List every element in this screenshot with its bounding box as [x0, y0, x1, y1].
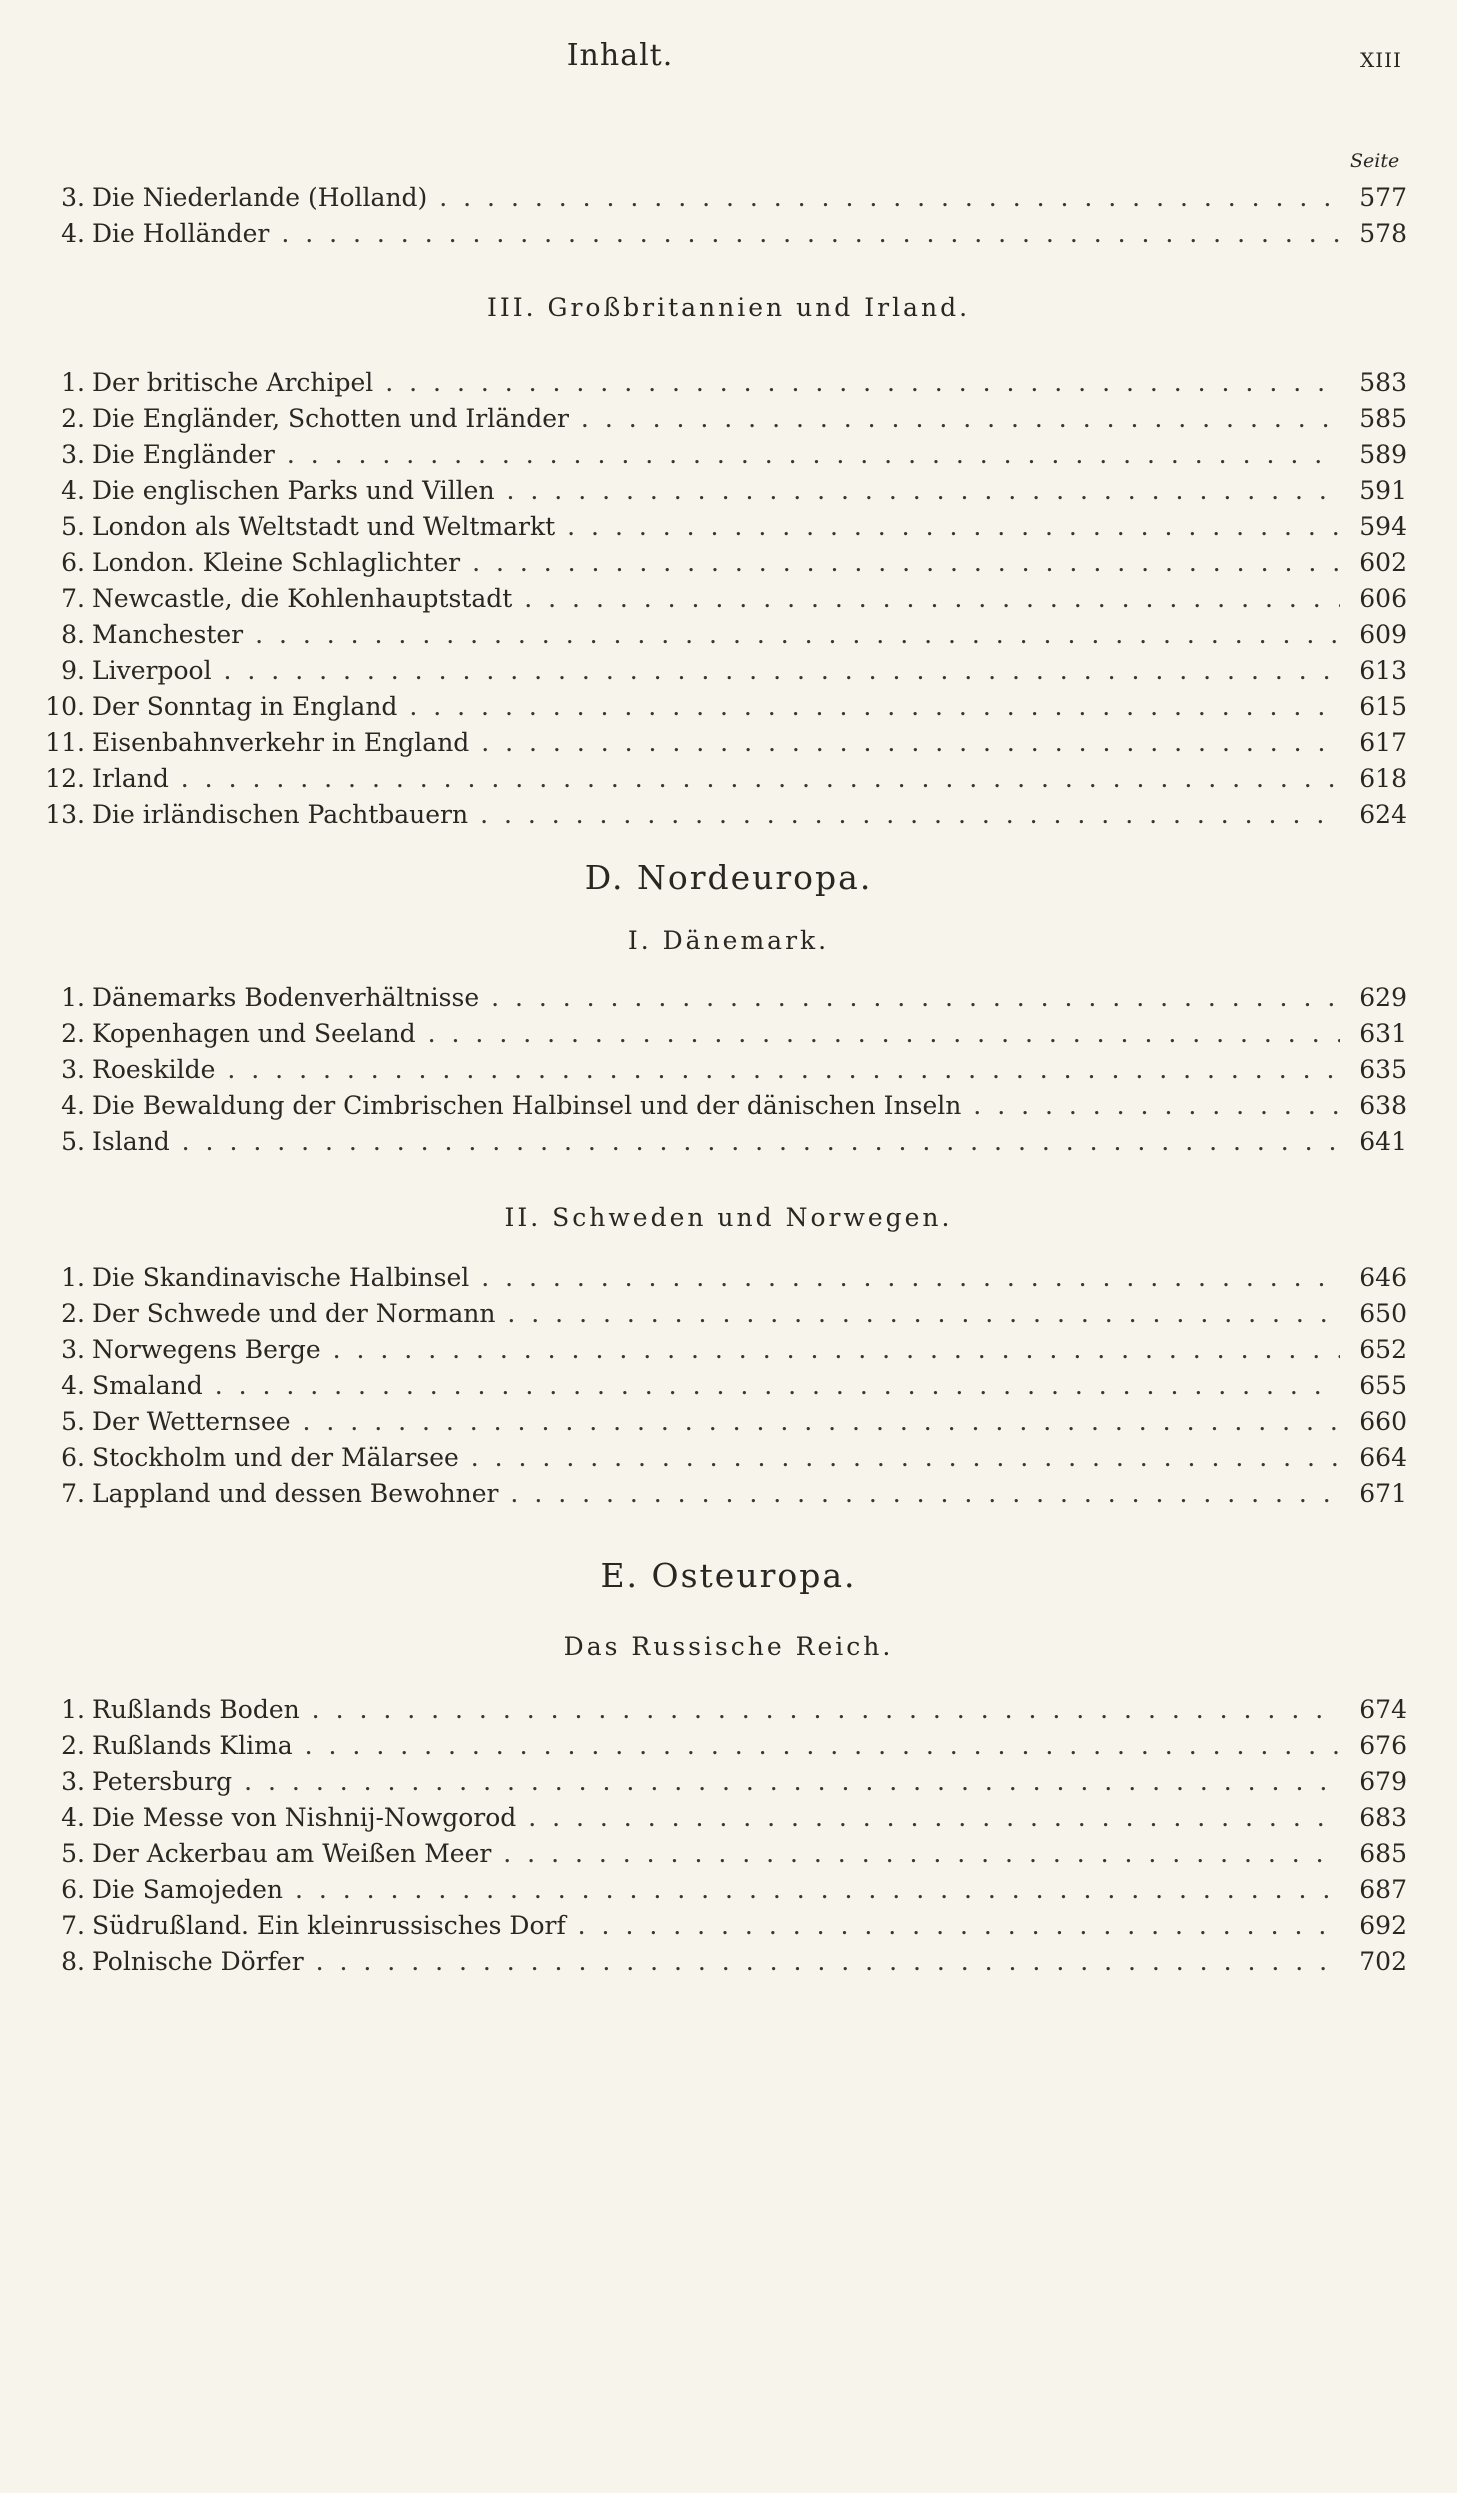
entry-number: 13. — [45, 800, 85, 829]
toc-entry[interactable] — [0, 473, 1457, 509]
entry-title: Die Engländer — [92, 440, 275, 469]
entry-title: Liverpool — [92, 656, 212, 685]
entry-title: Die englischen Parks und Villen — [92, 476, 495, 505]
entry-number: 1. — [61, 368, 85, 397]
entry-page: 594 — [1345, 509, 1407, 545]
toc-entry[interactable] — [0, 1016, 1457, 1052]
running-head-title: Inhalt. — [566, 38, 674, 73]
toc-entry[interactable] — [0, 1260, 1457, 1296]
entry-title: Der Sonntag in England — [92, 692, 398, 721]
entry-page: 602 — [1345, 545, 1407, 581]
entry-title: Der Schwede und der Normann — [92, 1299, 496, 1328]
toc-entry[interactable] — [0, 617, 1457, 653]
entry-title: Rußlands Klima — [92, 1731, 293, 1760]
toc-entry[interactable] — [0, 1836, 1457, 1872]
entry-page: 641 — [1345, 1124, 1407, 1160]
entry-page: 676 — [1345, 1728, 1407, 1764]
entry-number: 6. — [61, 1875, 85, 1904]
toc-entry[interactable] — [0, 797, 1457, 833]
entry-page: 674 — [1345, 1692, 1407, 1728]
entry-title: Irland — [92, 764, 169, 793]
toc-entry[interactable] — [0, 1052, 1457, 1088]
entry-page: 687 — [1345, 1872, 1407, 1908]
toc-entry[interactable] — [0, 689, 1457, 725]
toc-entry[interactable] — [0, 1728, 1457, 1764]
entry-page: 631 — [1345, 1016, 1407, 1052]
entry-page: 655 — [1345, 1368, 1407, 1404]
entry-page: 646 — [1345, 1260, 1407, 1296]
section-heading-denmark: I. Dänemark. — [627, 926, 830, 955]
toc-entry[interactable] — [0, 581, 1457, 617]
entry-number: 4. — [61, 1371, 85, 1400]
entry-page: 591 — [1345, 473, 1407, 509]
entry-number: 5. — [61, 1407, 85, 1436]
entry-title: Der Ackerbau am Weißen Meer — [92, 1839, 492, 1868]
entry-number: 6. — [61, 1443, 85, 1472]
toc-entry[interactable] — [0, 401, 1457, 437]
entry-page: 702 — [1345, 1944, 1407, 1980]
entry-page: 629 — [1345, 980, 1407, 1016]
toc-entry[interactable] — [0, 1908, 1457, 1944]
toc-entry[interactable] — [0, 216, 1457, 252]
entry-title: Der Wetternsee — [92, 1407, 291, 1436]
entry-number: 1. — [61, 1695, 85, 1724]
entry-title: Island — [92, 1127, 170, 1156]
entry-title: Die Messe von Nishnij-Nowgorod — [92, 1803, 517, 1832]
entry-number: 8. — [61, 620, 85, 649]
entry-title: Roeskilde — [92, 1055, 216, 1084]
entry-number: 5. — [61, 512, 85, 541]
toc-entry[interactable] — [0, 1404, 1457, 1440]
section-heading-great-britain: III. Großbritannien und Irland. — [486, 293, 971, 322]
entry-title: Smaland — [92, 1371, 203, 1400]
entry-number: 3. — [61, 183, 85, 212]
entry-number: 3. — [61, 1055, 85, 1084]
entry-number: 1. — [61, 1263, 85, 1292]
entry-number: 4. — [61, 1091, 85, 1120]
entry-title: Stockholm und der Mälarsee — [92, 1443, 459, 1472]
page-number-roman: XIII — [1360, 48, 1402, 72]
section-heading-russian-empire: Das Russische Reich. — [563, 1632, 894, 1661]
toc-entry[interactable] — [0, 365, 1457, 401]
entry-page: 624 — [1345, 797, 1407, 833]
running-head — [0, 38, 1457, 88]
entry-title: Die Samojeden — [92, 1875, 284, 1904]
entry-number: 12. — [45, 764, 85, 793]
entry-page: 577 — [1345, 180, 1407, 216]
entry-title: Die Holländer — [92, 219, 270, 248]
entry-number: 1. — [61, 983, 85, 1012]
entry-page: 617 — [1345, 725, 1407, 761]
toc-entry[interactable] — [0, 545, 1457, 581]
entry-number: 4. — [61, 476, 85, 505]
toc-entry[interactable] — [0, 1800, 1457, 1836]
entry-title: Rußlands Boden — [92, 1695, 300, 1724]
toc-entry[interactable] — [0, 1296, 1457, 1332]
entry-title: Polnische Dörfer — [92, 1947, 304, 1976]
entry-title: Die Engländer, Schotten und Irländer — [92, 404, 569, 433]
toc-entry[interactable] — [0, 1476, 1457, 1512]
entry-page: 606 — [1345, 581, 1407, 617]
toc-entry[interactable] — [0, 180, 1457, 216]
toc-entry[interactable] — [0, 1944, 1457, 1980]
entry-page: 585 — [1345, 401, 1407, 437]
entry-page: 609 — [1345, 617, 1407, 653]
entry-page: 683 — [1345, 1800, 1407, 1836]
entry-page: 679 — [1345, 1764, 1407, 1800]
entry-title: Lappland und dessen Bewohner — [92, 1479, 499, 1508]
entry-title: Norwegens Berge — [92, 1335, 321, 1364]
entry-number: 4. — [61, 219, 85, 248]
entry-title: Petersburg — [92, 1767, 233, 1796]
entry-page: 652 — [1345, 1332, 1407, 1368]
toc-entry[interactable] — [0, 1124, 1457, 1160]
entry-page: 618 — [1345, 761, 1407, 797]
toc-entry[interactable] — [0, 1088, 1457, 1124]
entry-title: London. Kleine Schlaglichter — [92, 548, 461, 577]
entry-number: 4. — [61, 1803, 85, 1832]
entry-title: Die Bewaldung der Cimbrischen Halbinsel und der dänischen Inseln — [92, 1091, 962, 1120]
entry-title: Südrußland. Ein kleinrussisches Dorf — [92, 1911, 566, 1940]
entry-page: 692 — [1345, 1908, 1407, 1944]
toc-entry[interactable] — [0, 1368, 1457, 1404]
entry-number: 3. — [61, 1335, 85, 1364]
entry-page: 685 — [1345, 1836, 1407, 1872]
entry-number: 8. — [61, 1947, 85, 1976]
part-heading-east-europe: E. Osteuropa. — [600, 1556, 857, 1595]
seite-label: Seite — [1350, 150, 1400, 172]
entry-title: Kopenhagen und Seeland — [92, 1019, 416, 1048]
entry-number: 7. — [61, 1911, 85, 1940]
entry-page: 650 — [1345, 1296, 1407, 1332]
entry-title: Der britische Archipel — [92, 368, 374, 397]
entry-title: Eisenbahnverkehr in England — [92, 728, 470, 757]
entry-number: 5. — [61, 1839, 85, 1868]
entry-page: 664 — [1345, 1440, 1407, 1476]
toc-entry[interactable] — [0, 653, 1457, 689]
part-heading-north-europe: D. Nordeuropa. — [584, 858, 873, 897]
entry-page: 638 — [1345, 1088, 1407, 1124]
entry-number: 9. — [61, 656, 85, 685]
entry-title: Die Skandinavische Halbinsel — [92, 1263, 470, 1292]
toc-entry[interactable] — [0, 1764, 1457, 1800]
toc-entry[interactable] — [0, 761, 1457, 797]
entry-title: Manchester — [92, 620, 244, 649]
entry-number: 6. — [61, 548, 85, 577]
entry-page: 635 — [1345, 1052, 1407, 1088]
entry-page: 615 — [1345, 689, 1407, 725]
entry-page: 583 — [1345, 365, 1407, 401]
entry-number: 3. — [61, 1767, 85, 1796]
toc-entry[interactable] — [0, 1440, 1457, 1476]
entry-number: 2. — [61, 1019, 85, 1048]
section-heading-sweden-norway: II. Schweden und Norwegen. — [504, 1203, 953, 1232]
toc-entry[interactable] — [0, 1332, 1457, 1368]
entry-page: 589 — [1345, 437, 1407, 473]
entry-number: 2. — [61, 1731, 85, 1760]
entry-title: London als Weltstadt und Weltmarkt — [92, 512, 556, 541]
entry-page: 578 — [1345, 216, 1407, 252]
entry-page: 671 — [1345, 1476, 1407, 1512]
entry-page: 613 — [1345, 653, 1407, 689]
entry-title: Newcastle, die Kohlenhauptstadt — [92, 584, 513, 613]
entry-number: 2. — [61, 404, 85, 433]
entry-number: 5. — [61, 1127, 85, 1156]
entry-number: 11. — [45, 728, 85, 757]
toc-entry[interactable] — [0, 725, 1457, 761]
entry-number: 7. — [61, 584, 85, 613]
toc-entry[interactable] — [0, 509, 1457, 545]
entry-number: 10. — [45, 692, 85, 721]
toc-entry[interactable] — [0, 437, 1457, 473]
entry-number: 2. — [61, 1299, 85, 1328]
entry-number: 3. — [61, 440, 85, 469]
entry-title: Die irländischen Pachtbauern — [92, 800, 469, 829]
toc-entry[interactable] — [0, 1872, 1457, 1908]
entry-number: 7. — [61, 1479, 85, 1508]
entry-title: Die Niederlande (Holland) — [92, 183, 428, 212]
entry-title: Dänemarks Bodenverhältnisse — [92, 983, 480, 1012]
toc-entry[interactable] — [0, 1692, 1457, 1728]
entry-page: 660 — [1345, 1404, 1407, 1440]
toc-entry[interactable] — [0, 980, 1457, 1016]
